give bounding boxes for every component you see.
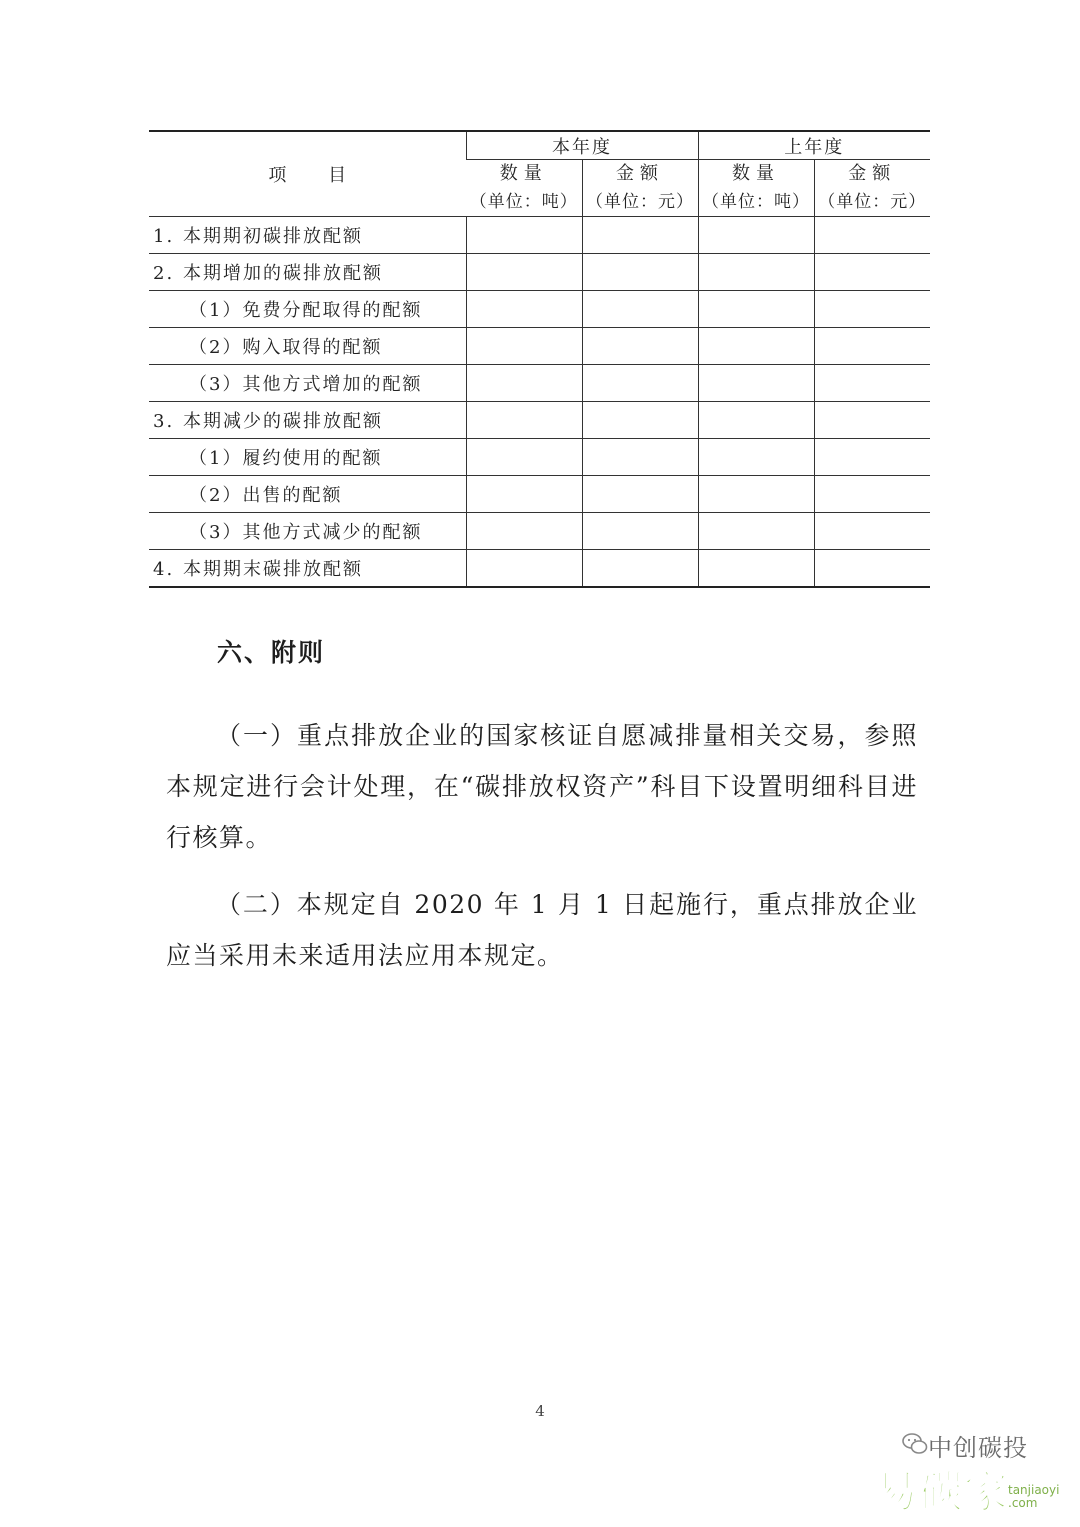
table-cell xyxy=(698,476,814,513)
row-label: （2）出售的配额 xyxy=(149,476,466,513)
table-cell xyxy=(698,402,814,439)
table-cell xyxy=(466,328,582,365)
table-cell xyxy=(582,439,698,476)
table-cell xyxy=(814,402,930,439)
section-heading: 六、附则 xyxy=(217,638,326,667)
wechat-icon xyxy=(902,1432,928,1456)
quantity-label: 数量 xyxy=(732,163,780,184)
watermark-label: 中创碳投 xyxy=(928,1434,1028,1462)
table-row xyxy=(149,254,930,291)
table-cell xyxy=(814,513,930,550)
row-label xyxy=(149,217,466,254)
row-label xyxy=(149,550,466,588)
table-cell xyxy=(582,476,698,513)
header-item: 项 目 xyxy=(149,131,466,217)
table-cell xyxy=(814,328,930,365)
header-last-year: 上年度 xyxy=(698,131,930,160)
table-row xyxy=(149,328,930,365)
table-cell xyxy=(466,402,582,439)
table-cell xyxy=(698,291,814,328)
table-row xyxy=(149,550,930,588)
table-row xyxy=(149,217,930,254)
table-cell xyxy=(698,439,814,476)
table-cell xyxy=(466,476,582,513)
header-last-year-quantity xyxy=(698,160,814,217)
amount-label: 金额 xyxy=(848,163,897,184)
row-label: （3）其他方式减少的配额 xyxy=(149,513,466,550)
table-row xyxy=(149,439,930,476)
table-cell xyxy=(466,217,582,254)
row-number: 4. xyxy=(153,559,175,580)
table-cell xyxy=(814,291,930,328)
table-cell xyxy=(814,439,930,476)
row-number: 1. xyxy=(153,226,175,247)
table-cell xyxy=(582,550,698,588)
table-cell xyxy=(698,328,814,365)
unit-yuan-label: （单位：元） xyxy=(586,192,694,212)
row-label: （1）履约使用的配额 xyxy=(149,439,466,476)
row-text: 本期减少的碳排放配额 xyxy=(183,411,383,432)
unit-ton-label: （单位：吨） xyxy=(469,192,578,212)
row-number: 3. xyxy=(153,411,175,432)
table-cell xyxy=(466,439,582,476)
watermark xyxy=(862,1426,1072,1521)
table-cell xyxy=(814,550,930,588)
table-cell xyxy=(582,513,698,550)
table-row xyxy=(149,476,930,513)
table-cell xyxy=(698,365,814,402)
table-row xyxy=(149,365,930,402)
table-row xyxy=(149,402,930,439)
amount-label: 金额 xyxy=(616,163,664,184)
paragraph-1: （一）重点排放企业的国家核证自愿减排量相关交易，参照本规定进行会计处理，在“碳排放权资产”科目下设置明细科目进行核算。 xyxy=(166,721,918,852)
header-this-year-quantity xyxy=(466,160,582,217)
table-cell xyxy=(466,365,582,402)
table-cell xyxy=(814,365,930,402)
table-row xyxy=(149,291,930,328)
unit-ton-label: （单位：吨） xyxy=(702,192,810,212)
row-text: 本期期末碳排放配额 xyxy=(183,559,363,580)
table-cell xyxy=(582,217,698,254)
table-cell xyxy=(698,513,814,550)
table-cell xyxy=(466,513,582,550)
table-cell xyxy=(582,254,698,291)
watermark-domain: tanjiaoyi .com xyxy=(1008,1483,1060,1510)
table-cell xyxy=(466,550,582,588)
table-cell xyxy=(582,365,698,402)
table-cell xyxy=(582,328,698,365)
row-label: （3）其他方式增加的配额 xyxy=(149,365,466,402)
row-label: （1）免费分配取得的配额 xyxy=(149,291,466,328)
quantity-label: 数量 xyxy=(499,163,548,184)
table-cell xyxy=(814,476,930,513)
row-label xyxy=(149,254,466,291)
table-cell xyxy=(466,291,582,328)
table-row xyxy=(149,513,930,550)
table-cell xyxy=(582,291,698,328)
row-number: 2. xyxy=(153,263,175,284)
unit-yuan-label: （单位：元） xyxy=(818,192,927,212)
table-cell xyxy=(698,550,814,588)
paragraph-2: （二）本规定自 2020 年 1 月 1 日起施行，重点排放企业应当采用未来适用法应用本规定。 xyxy=(166,890,918,970)
row-label: （2）购入取得的配额 xyxy=(149,328,466,365)
table-cell xyxy=(698,217,814,254)
page-number: 4 xyxy=(535,1402,545,1420)
header-this-year: 本年度 xyxy=(466,131,698,160)
table-cell xyxy=(814,254,930,291)
table-cell xyxy=(466,254,582,291)
header-this-year-amount xyxy=(582,160,698,217)
row-label xyxy=(149,402,466,439)
row-text: 本期期初碳排放配额 xyxy=(183,226,363,247)
watermark-brand: 易碳家 xyxy=(874,1467,1009,1518)
table-cell xyxy=(814,217,930,254)
header-last-year-amount xyxy=(814,160,930,217)
row-text: 本期增加的碳排放配额 xyxy=(183,263,383,284)
table-cell xyxy=(698,254,814,291)
carbon-allowance-table xyxy=(149,130,930,588)
table-cell xyxy=(582,402,698,439)
